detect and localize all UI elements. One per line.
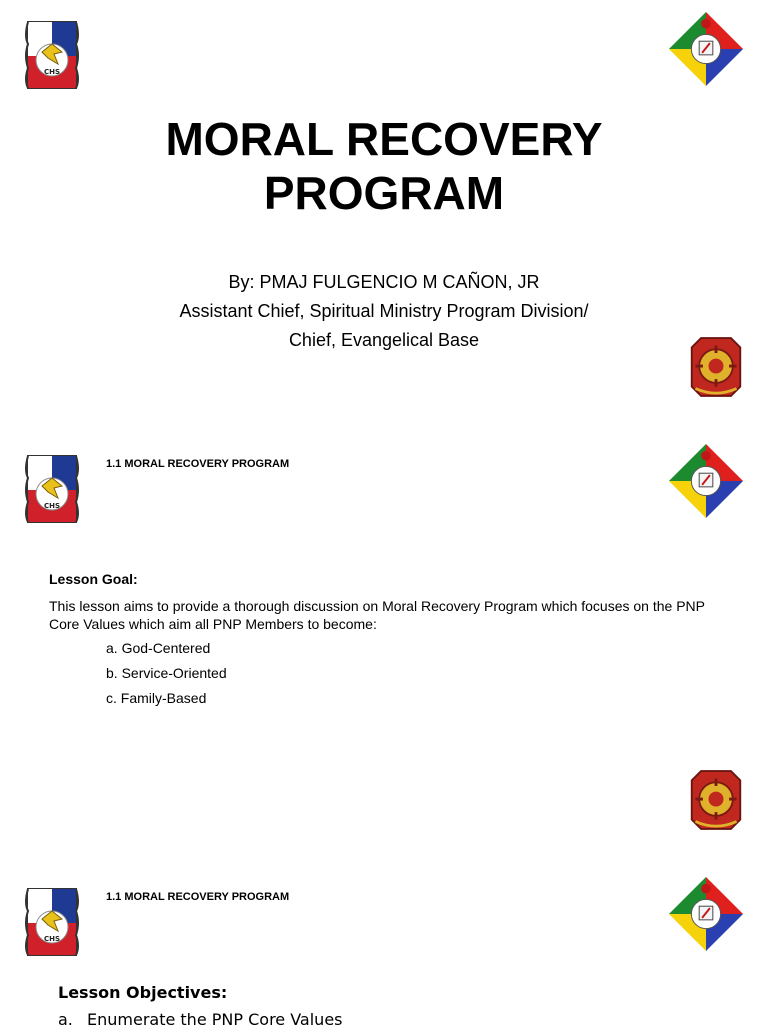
title-line-1: MORAL RECOVERY [165,113,603,165]
chs-seal-logo [24,883,80,963]
position-line-2: Chief, Evangelical Base [288,330,480,350]
section-heading: 1.1 MORAL RECOVERY PROGRAM [106,891,290,903]
lesson-objectives-label: Lesson Objectives: [58,983,228,1002]
title-line-2: PROGRAM [263,167,505,219]
diamond-emblem-logo [666,10,746,88]
gear-seal-logo [688,766,744,834]
diamond-emblem-logo [666,442,746,520]
diamond-emblem-logo [666,875,746,953]
author-line: By: PMAJ FULGENCIO M CAÑON, JR [228,272,540,292]
chs-seal-logo [24,16,80,96]
goal-item: b. Service-Oriented [106,665,227,681]
gear-seal-logo [688,333,744,401]
chs-seal-logo [24,450,80,530]
position-line-1: Assistant Chief, Spiritual Ministry Program Division/ [179,301,589,321]
section-heading: 1.1 MORAL RECOVERY PROGRAM [106,458,290,470]
objective-text: Enumerate the PNP Core Values [87,1010,343,1029]
slide-title [0,112,768,220]
goal-item: a. God-Centered [106,640,211,656]
objective-marker: a. [58,1010,73,1029]
objective-item [58,1010,343,1029]
goal-item: c. Family-Based [106,690,207,706]
lesson-goal-text: This lesson aims to provide a thorough discussion on Moral Recovery Program which focuses on the PNP Core Values which aim all PNP Members to become: [49,598,705,632]
lesson-goal-label: Lesson Goal: [49,571,138,587]
